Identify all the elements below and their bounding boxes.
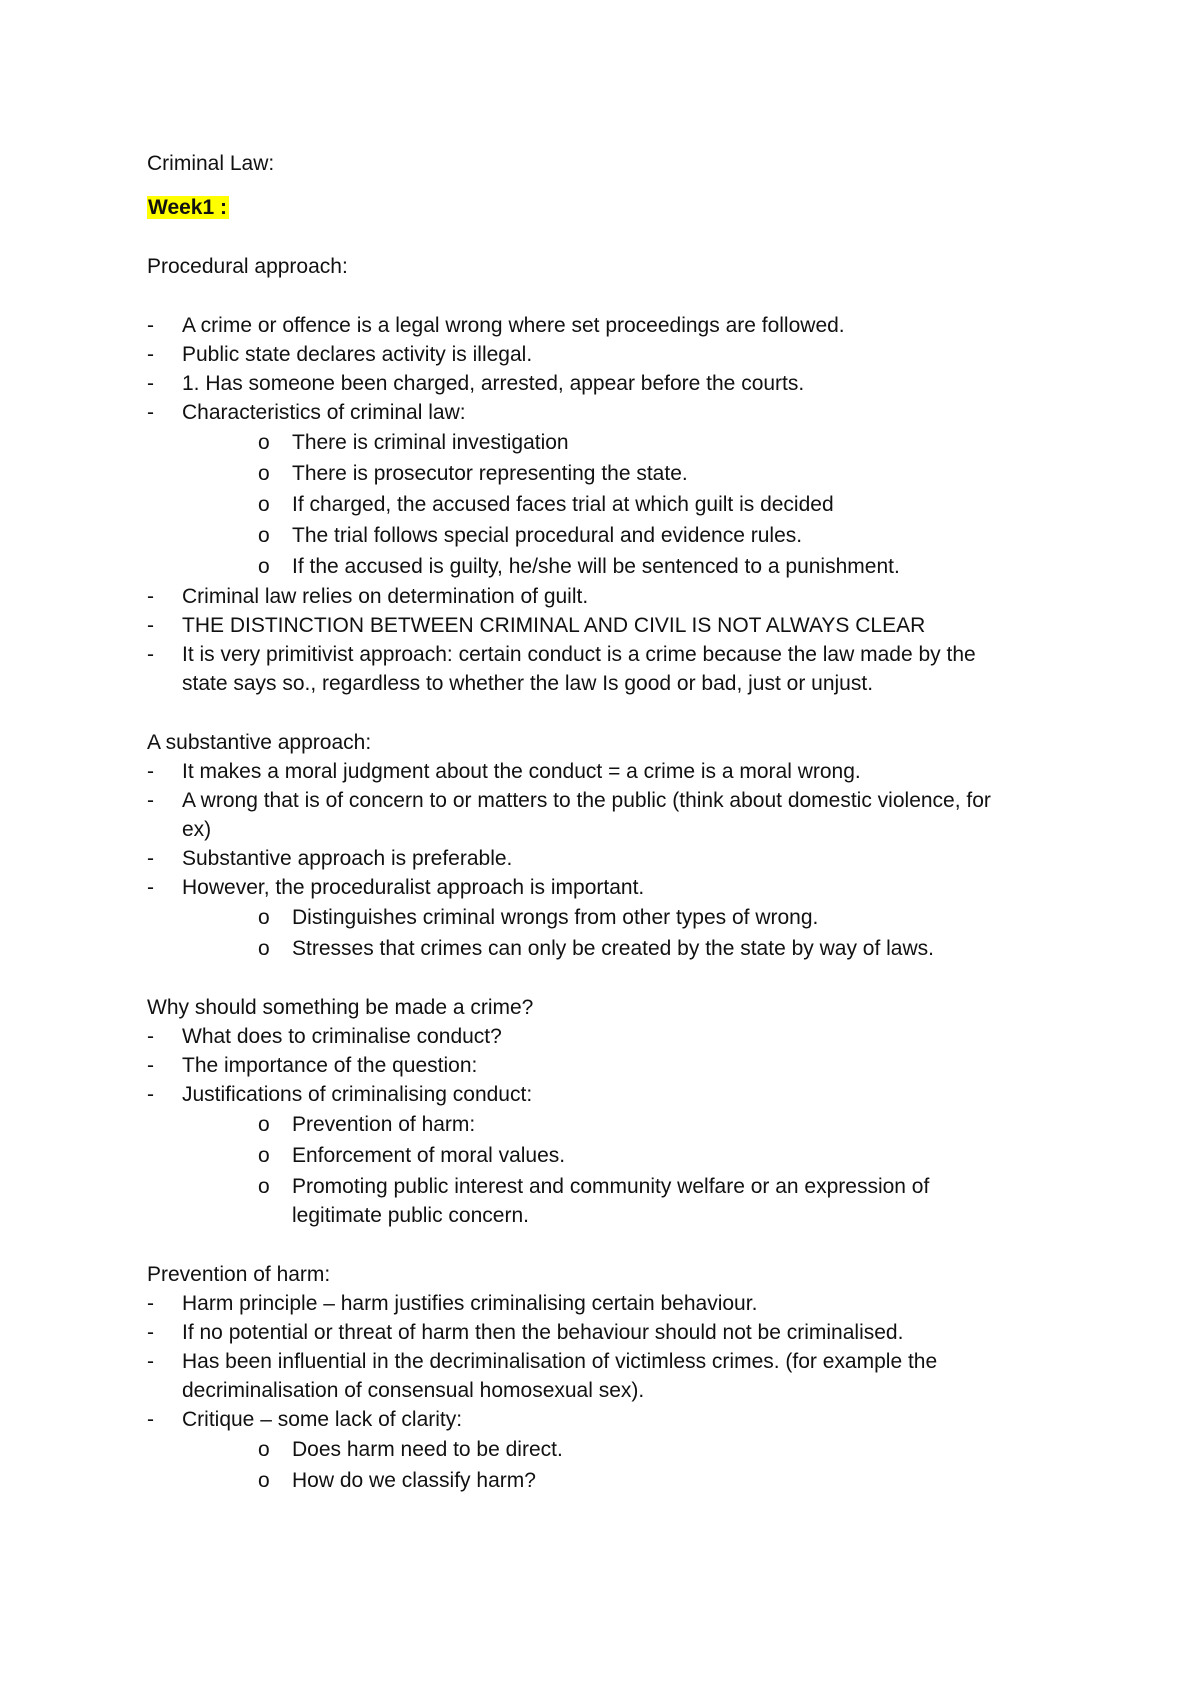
- list-item: Harm principle – harm justifies criminalising certain behaviour.: [182, 1292, 758, 1315]
- sub-list-item: Prevention of harm:: [292, 1113, 476, 1136]
- dash-marker: -: [147, 876, 154, 899]
- sub-list-item: Enforcement of moral values.: [292, 1144, 566, 1167]
- list-item: It makes a moral judgment about the conduct = a crime is a moral wrong.: [182, 760, 861, 783]
- dash-marker: -: [147, 314, 154, 337]
- sub-list-item: Does harm need to be direct.: [292, 1438, 563, 1461]
- list-item: Has been influential in the decriminalisation of victimless crimes. (for example the: [182, 1350, 938, 1373]
- bullet-marker: o: [258, 1175, 270, 1198]
- list-item: Justifications of criminalising conduct:: [182, 1083, 533, 1106]
- dash-marker: -: [147, 372, 154, 395]
- dash-marker: -: [147, 1408, 154, 1431]
- dash-marker: -: [147, 1321, 154, 1344]
- week-heading: [147, 194, 229, 222]
- list-item: What does to criminalise conduct?: [182, 1025, 502, 1048]
- sub-list-item: Distinguishes criminal wrongs from other types of wrong.: [292, 906, 819, 929]
- section-heading: Why should something be made a crime?: [147, 996, 534, 1019]
- bullet-marker: o: [258, 493, 270, 516]
- bullet-marker: o: [258, 524, 270, 547]
- list-item: THE DISTINCTION BETWEEN CRIMINAL AND CIVIL IS NOT ALWAYS CLEAR: [182, 614, 926, 637]
- list-item: It is very primitivist approach: certain conduct is a crime because the law made by the: [182, 643, 976, 666]
- list-item: Substantive approach is preferable.: [182, 847, 513, 870]
- bullet-marker: o: [258, 906, 270, 929]
- dash-marker: -: [147, 789, 154, 812]
- document-title: Criminal Law:: [147, 152, 275, 175]
- sub-list-item: There is criminal investigation: [292, 431, 569, 454]
- dash-marker: -: [147, 585, 154, 608]
- bullet-marker: o: [258, 1438, 270, 1461]
- bullet-marker: o: [258, 462, 270, 485]
- section-heading: Prevention of harm:: [147, 1263, 331, 1286]
- section-heading: A substantive approach:: [147, 731, 372, 754]
- list-item-continuation: decriminalisation of consensual homosexual sex).: [182, 1379, 645, 1402]
- list-item: If no potential or threat of harm then the behaviour should not be criminalised.: [182, 1321, 904, 1344]
- dash-marker: -: [147, 401, 154, 424]
- list-item: Public state declares activity is illegal.: [182, 343, 533, 366]
- bullet-marker: o: [258, 937, 270, 960]
- dash-marker: -: [147, 643, 154, 666]
- sub-list-item: If charged, the accused faces trial at which guilt is decided: [292, 493, 834, 516]
- dash-marker: -: [147, 343, 154, 366]
- list-item: The importance of the question:: [182, 1054, 478, 1077]
- dash-marker: -: [147, 1292, 154, 1315]
- list-item-continuation: state says so., regardless to whether the law Is good or bad, just or unjust.: [182, 672, 874, 695]
- sub-list-item: Stresses that crimes can only be created by the state by way of laws.: [292, 937, 934, 960]
- bullet-marker: o: [258, 431, 270, 454]
- list-item: However, the proceduralist approach is important.: [182, 876, 645, 899]
- dash-marker: -: [147, 1350, 154, 1373]
- bullet-marker: o: [258, 555, 270, 578]
- bullet-marker: o: [258, 1113, 270, 1136]
- dash-marker: -: [147, 760, 154, 783]
- dash-marker: -: [147, 614, 154, 637]
- bullet-marker: o: [258, 1144, 270, 1167]
- list-item: A crime or offence is a legal wrong where set proceedings are followed.: [182, 314, 845, 337]
- week-highlight: Week1 :: [148, 196, 227, 219]
- sub-list-item-continuation: legitimate public concern.: [292, 1204, 529, 1227]
- list-item: 1. Has someone been charged, arrested, appear before the courts.: [182, 372, 805, 395]
- list-item-continuation: ex): [182, 818, 212, 841]
- sub-list-item: How do we classify harm?: [292, 1469, 536, 1492]
- dash-marker: -: [147, 1054, 154, 1077]
- dash-marker: -: [147, 847, 154, 870]
- sub-list-item: If the accused is guilty, he/she will be sentenced to a punishment.: [292, 555, 900, 578]
- list-item: Characteristics of criminal law:: [182, 401, 466, 424]
- sub-list-item: The trial follows special procedural and evidence rules.: [292, 524, 803, 547]
- bullet-marker: o: [258, 1469, 270, 1492]
- dash-marker: -: [147, 1083, 154, 1106]
- dash-marker: -: [147, 1025, 154, 1048]
- section-heading: Procedural approach:: [147, 255, 348, 278]
- list-item: Criminal law relies on determination of guilt.: [182, 585, 589, 608]
- sub-list-item: There is prosecutor representing the state.: [292, 462, 688, 485]
- list-item: Critique – some lack of clarity:: [182, 1408, 463, 1431]
- sub-list-item: Promoting public interest and community welfare or an expression of: [292, 1175, 930, 1198]
- list-item: A wrong that is of concern to or matters to the public (think about domestic violence, for: [182, 789, 991, 812]
